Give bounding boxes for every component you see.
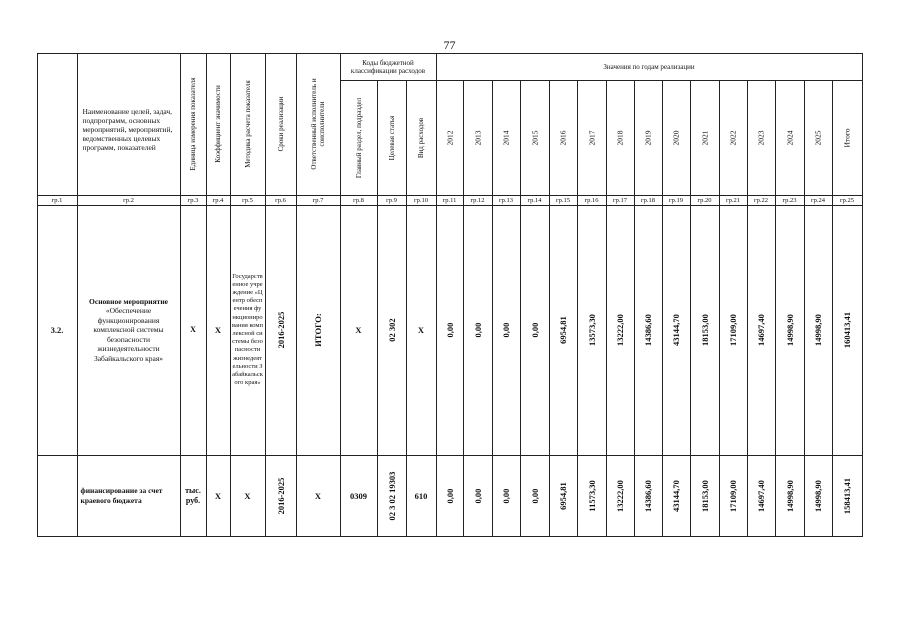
row-value-5-text: 6954,81 — [558, 316, 568, 344]
gr-label-24: гр.24 — [810, 196, 826, 204]
header-year-5-text: 2016 — [558, 130, 568, 145]
row-title-block — [81, 486, 177, 505]
header-method — [230, 53, 265, 195]
row-unit — [180, 205, 206, 455]
row-value-3-text: 0,00 — [501, 488, 511, 503]
row-title — [77, 455, 180, 536]
header-year-4-text: 2015 — [530, 130, 539, 145]
header-executor-text: Ответственный исполнитель и соисполнители — [310, 78, 326, 170]
row-value-1-text: 0,00 — [444, 488, 455, 503]
header-year-7-text: 2018 — [615, 130, 625, 145]
row-value-4-text: 0,00 — [529, 322, 540, 338]
row-unit — [180, 455, 206, 536]
row-value-1-text: 0,00 — [444, 322, 455, 338]
gr-label-5: гр.5 — [242, 196, 253, 204]
row-executor-text: ИТОГО: — [313, 313, 323, 347]
header-year-13-text: 2024 — [785, 130, 794, 145]
row-value-3-text: 0,00 — [501, 322, 511, 338]
row-coef: X — [214, 325, 222, 335]
header-gr9-text: Целевая статья — [387, 115, 396, 160]
header-year-9-text: 2020 — [671, 130, 681, 145]
row-coef: X — [214, 490, 222, 501]
row-title-block — [81, 297, 177, 364]
row-value-2-text: 0,00 — [472, 488, 483, 503]
row-method: X — [244, 490, 251, 501]
header-year-11 — [719, 80, 747, 195]
page-number: 77 — [443, 38, 456, 52]
header-unit-text: Единица измерения показателя — [189, 77, 197, 171]
row-value-7 — [606, 455, 634, 536]
header-gr10-text: Вид расходов — [417, 117, 425, 158]
row-title-bold: Основное мероприятие — [89, 296, 168, 306]
row-gr9 — [377, 205, 406, 455]
row-value-15 — [832, 455, 862, 536]
row-value-5 — [549, 455, 577, 536]
row-value-11 — [719, 205, 747, 455]
row-value-15-text: 158413,41 — [842, 477, 852, 514]
row-gr9 — [377, 455, 406, 536]
row-title-rest: «Обеспечение функционирования комплексной системы безопасности жизнедеятельности Забайкальского края» — [93, 306, 164, 363]
row-value-7-text: 13222,00 — [615, 479, 625, 512]
row-value-5 — [549, 205, 577, 455]
gr-label-7: гр.7 — [312, 196, 324, 204]
row-value-6 — [577, 205, 606, 455]
header-year-2-text: 2013 — [473, 130, 482, 145]
row-value-6-text: 11573,30 — [586, 479, 597, 512]
header-year-2 — [463, 80, 492, 195]
header-year-12-text: 2023 — [756, 130, 766, 145]
row-value-15-text: 160413,41 — [842, 311, 852, 349]
header-year-7 — [606, 80, 634, 195]
table-rule — [37, 536, 862, 537]
header-year-15-text: Итого — [842, 128, 852, 147]
row-value-1 — [436, 205, 463, 455]
row-value-8 — [634, 205, 662, 455]
gr-label-4: гр.4 — [212, 196, 224, 204]
row-unit-text: X — [190, 325, 196, 334]
row-value-10-text: 18153,00 — [699, 314, 710, 346]
row-value-8-text: 14386,60 — [643, 479, 653, 512]
row-value-14-text: 14998,90 — [813, 314, 823, 346]
row-value-12-text: 14697,40 — [756, 314, 766, 346]
gr-label-21: гр.21 — [725, 196, 741, 204]
header-year-6-text: 2017 — [587, 130, 596, 145]
gr-label-9: гр.9 — [386, 196, 397, 204]
header-year-12 — [747, 80, 775, 195]
header-period-text: Сроки реализации — [276, 96, 285, 152]
header-year-15 — [832, 80, 862, 195]
row-value-4 — [520, 455, 549, 536]
header-year-6 — [577, 80, 606, 195]
row-value-13-text: 14998,90 — [784, 314, 795, 346]
row-value-12 — [747, 455, 775, 536]
header-gr9 — [377, 80, 406, 195]
gr-label-12: гр.12 — [470, 196, 485, 204]
header-year-13 — [775, 80, 804, 195]
gr-label-16: гр.16 — [584, 196, 599, 204]
row-value-6 — [577, 455, 606, 536]
row-value-12 — [747, 205, 775, 455]
gr-label-13: гр.13 — [498, 196, 514, 204]
row-value-13 — [775, 455, 804, 536]
row-value-9-text: 43144,70 — [671, 314, 681, 346]
row-gr9-text: 02 3 02 19303 — [386, 471, 397, 520]
header-year-8 — [634, 80, 662, 195]
gr-label-10: гр.10 — [413, 196, 429, 204]
row-value-9-text: 43144,70 — [671, 479, 681, 512]
header-period — [265, 53, 296, 195]
row-value-7-text: 13222,00 — [615, 314, 625, 346]
row-period-text: 2016-2025 — [275, 477, 286, 514]
row-value-3 — [492, 205, 520, 455]
row-value-14 — [804, 205, 832, 455]
header-unit — [180, 53, 206, 195]
row-value-12-text: 14697,40 — [756, 479, 766, 512]
row-gr8: 0309 — [350, 490, 367, 501]
header-gr8-text: Главный раздел, подраздел — [354, 97, 363, 178]
row-number — [37, 455, 77, 536]
header-year-14 — [804, 80, 832, 195]
gr-label-1: гр.1 — [51, 196, 63, 204]
row-value-13-text: 14998,90 — [784, 479, 795, 512]
row-value-9 — [662, 205, 690, 455]
header-name — [77, 53, 180, 195]
header-year-3 — [492, 80, 520, 195]
gr-label-25: гр.25 — [839, 196, 855, 204]
table-rule — [862, 53, 863, 537]
header-gr8 — [340, 80, 377, 195]
row-period-text: 2016-2025 — [275, 311, 286, 349]
row-value-4 — [520, 205, 549, 455]
gr-label-11: гр.11 — [442, 196, 457, 204]
row-gr8: X — [355, 325, 362, 335]
row-method — [230, 205, 265, 455]
row-period — [265, 205, 296, 455]
header-coef — [206, 53, 230, 195]
row-method-text: Государственное учреждение «Центр обеспечения функционирования комплексной системы безопасности жизнедеятельности Забайкальского края» — [232, 272, 263, 387]
row-value-5-text: 6954,81 — [558, 481, 568, 510]
header-gr10 — [406, 80, 436, 195]
gr-label-14: гр.14 — [527, 196, 542, 204]
row-value-9 — [662, 455, 690, 536]
row-value-7 — [606, 205, 634, 455]
gr-label-2: гр.2 — [123, 196, 134, 204]
row-value-15 — [832, 205, 862, 455]
row-value-13 — [775, 205, 804, 455]
row-value-8-text: 14386,60 — [643, 314, 653, 346]
row-value-4-text: 0,00 — [529, 488, 540, 503]
header-method-text: Методика расчета показателя — [243, 80, 252, 168]
header-year-9 — [662, 80, 690, 195]
row-value-2 — [463, 455, 492, 536]
row-value-2-text: 0,00 — [472, 322, 483, 338]
gr-label-20: гр.20 — [697, 196, 712, 204]
row-period — [265, 455, 296, 536]
header-name-text: Наименование целей, задач, подпрограмм, основных мероприятий, мероприятий, ведомственных целевых программ, показателей — [82, 106, 173, 152]
row-gr10: X — [417, 325, 425, 335]
row-gr10: 610 — [414, 490, 428, 501]
row-value-8 — [634, 455, 662, 536]
header-year-1 — [436, 80, 463, 195]
gr-label-17: гр.17 — [612, 196, 628, 204]
row-gr9-text: 02 302 — [386, 318, 397, 342]
row-value-3 — [492, 455, 520, 536]
row-title-bold: финансирование за счет краевого бюджета — [80, 486, 163, 505]
header-year-11-text: 2022 — [728, 130, 738, 145]
row-value-11 — [719, 455, 747, 536]
row-value-14 — [804, 455, 832, 536]
row-value-6-text: 13573,30 — [586, 314, 597, 346]
gr-label-19: гр.19 — [668, 196, 684, 204]
budget-table — [37, 53, 862, 536]
row-value-10-text: 18153,00 — [699, 479, 710, 512]
header-year-10 — [690, 80, 719, 195]
header-year-14-text: 2025 — [813, 130, 823, 145]
header-year-4 — [520, 80, 549, 195]
header-executor — [296, 53, 340, 195]
header-year-5 — [549, 80, 577, 195]
row-value-14-text: 14998,90 — [813, 479, 823, 512]
header-years-group: Значения по годам реализации — [603, 62, 695, 71]
header-codes-group: Коды бюджетной классификации расходов — [350, 58, 426, 75]
row-title — [77, 205, 180, 455]
row-number: 3.2. — [50, 325, 64, 335]
row-unit-text: тыс. руб. — [185, 485, 201, 505]
row-value-10 — [690, 205, 719, 455]
row-value-10 — [690, 455, 719, 536]
row-executor: X — [314, 490, 322, 501]
gr-label-22: гр.22 — [753, 196, 769, 204]
row-executor — [296, 205, 340, 455]
row-value-11-text: 17109,00 — [728, 479, 738, 512]
header-year-1-text: 2012 — [445, 130, 454, 145]
row-value-11-text: 17109,00 — [728, 314, 738, 346]
row-value-2 — [463, 205, 492, 455]
gr-label-18: гр.18 — [640, 196, 656, 204]
header-year-10-text: 2021 — [700, 130, 709, 145]
gr-label-23: гр.23 — [782, 196, 797, 204]
gr-label-8: гр.8 — [353, 196, 364, 204]
header-year-3-text: 2014 — [501, 130, 511, 145]
gr-label-3: гр.3 — [187, 196, 199, 204]
gr-label-6: гр.6 — [275, 196, 286, 204]
header-year-8-text: 2019 — [643, 130, 653, 145]
row-value-1 — [436, 455, 463, 536]
gr-label-15: гр.15 — [555, 196, 571, 204]
header-coef-text: Коэффициент значимости — [214, 85, 222, 163]
